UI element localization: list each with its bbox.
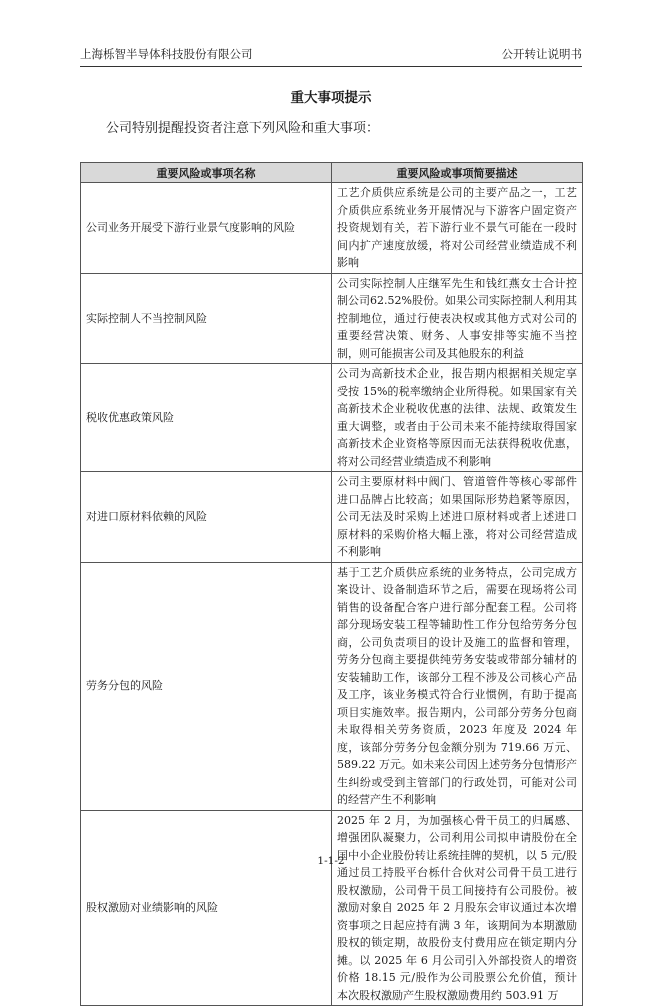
risk-description: 工艺介质供应系统是公司的主要产品之一，工艺介质供应系统业务开展情况与下游客户固定资产投资规划有关，若下游行业不景气可能在一段时间内扩产速度放缓，将对公司经营业绩造成不利影响 [332, 183, 583, 274]
table-row [81, 810, 583, 1006]
page-header [80, 44, 582, 67]
table-row [81, 364, 583, 472]
risk-name: 公司业务开展受下游行业景气度影响的风险 [81, 183, 332, 274]
table-header-row [81, 163, 583, 183]
table-row [81, 472, 583, 563]
risk-name: 股权激励对业绩影响的风险 [81, 810, 332, 1006]
table-row [81, 183, 583, 274]
page-title: 重大事项提示 [290, 90, 372, 106]
risk-description: 公司主要原材料中阀门、管道管件等核心零部件进口品牌占比较高；如果国际形势趋紧等原因，公司无法及时采购上述进口原材料或者上述进口原材料的采购价格大幅上涨，将对公司经营造成不利影响 [332, 472, 583, 563]
risk-description: 公司实际控制人庄继军先生和钱红燕女士合计控制公司62.52%股份。如果公司实际控制人利用其控制地位，通过行使表决权或其他方式对公司的重要经营决策、财务、人事安排等实施不当控制，则可能损害公司及其他股东的利益 [332, 273, 583, 364]
risk-name: 对进口原材料依赖的风险 [81, 472, 332, 563]
risk-description: 基于工艺介质供应系统的业务特点，公司完成方案设计、设备制造环节之后，需要在现场将公司销售的设备配合客户进行部分配套工程。公司将部分现场安装工程等辅助性工作分包给劳务分包商，公司负责项目的设计及施工的监督和管理，劳务分包商主要提供纯劳务安装或带部分辅材的安装辅助工作，该部分工程不涉及公司核心产品及工序，该业务模式符合行业惯例，有助于提高项目实施效率。报告期内，公司部分劳务分包商未取得相关劳务资质，2023 年度及 2024 年度，该部分劳务分包金额分别为 719.66 万元、589.22 万元。如未来公司因上述劳务分包情形产生纠纷或受到主管部门的行政处罚，可能对公司的经营产生不利影响 [332, 562, 583, 810]
risk-name: 税收优惠政策风险 [81, 364, 332, 472]
table-row [81, 562, 583, 810]
intro-paragraph: 公司特别提醒投资者注意下列风险和重大事项： [106, 121, 380, 136]
risk-description: 公司为高新技术企业，报告期内根据相关规定享受按 15%的税率缴纳企业所得税。如果国家有关高新技术企业税收优惠的法律、法规、政策发生重大调整，或者由于公司未来不能持续取得国家高新技术企业资格等原因而无法获得税收优惠，将对公司经营业绩造成不利影响 [332, 364, 583, 472]
risk-name: 实际控制人不当控制风险 [81, 273, 332, 364]
risk-description: 2025 年 2 月，为加强核心骨干员工的归属感、增强团队凝聚力，公司利用公司拟申请股份在全国中小企业股份转让系统挂牌的契机，以 5 元/股通过员工持股平台栎什合伙对公司骨干员工进行股权激励，公司骨干员工间接持有公司股份。被激励对象自 2025 年 2 月股东会审议通过本次增资事项之日起应持有满 3 年，该期间为本期激励股权的锁定期，故股份支付费用应在锁定期内分摊。以 2025 年 6 月公司引入外部投资人的增资价格 18.15 元/股作为公司股票公允价值，预计本次股权激励产生股权激励费用约 503.91 万 [332, 810, 583, 1006]
header-company-name: 上海栎智半导体科技股份有限公司 [80, 47, 253, 61]
column-header-name: 重要风险或事项名称 [81, 163, 332, 183]
risk-name: 劳务分包的风险 [81, 562, 332, 810]
page-number: 1-1-2 [317, 855, 345, 867]
header-document-type: 公开转让说明书 [501, 47, 582, 61]
risk-table [80, 162, 583, 1006]
column-header-description: 重要风险或事项简要描述 [332, 163, 583, 183]
table-row [81, 273, 583, 364]
